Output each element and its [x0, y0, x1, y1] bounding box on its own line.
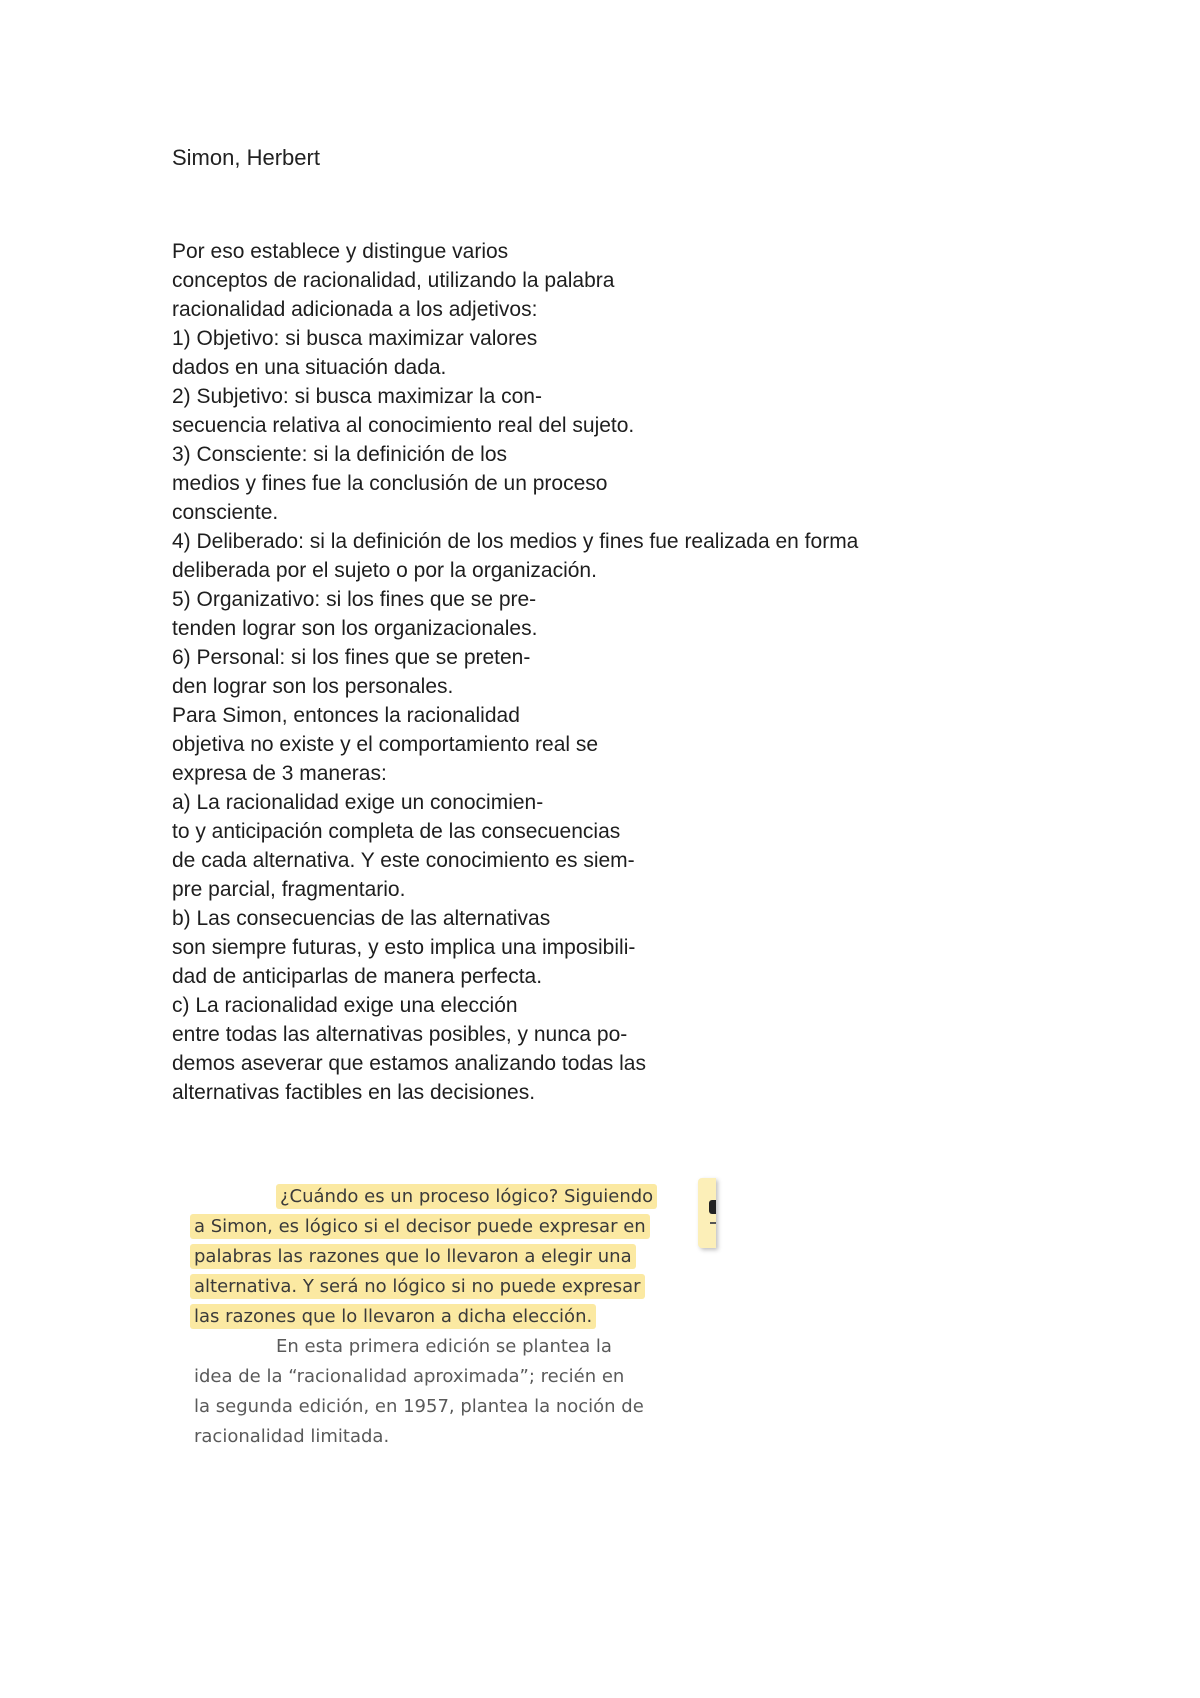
excerpt-line — [190, 1182, 710, 1212]
body-line: b) Las consecuencias de las alternativas — [172, 907, 551, 930]
excerpt-line — [190, 1392, 710, 1422]
excerpt-line — [190, 1302, 710, 1332]
highlighted-text: a Simon, es lógico si el decisor puede expresar en — [190, 1214, 650, 1239]
body-line: pre parcial, fragmentario. — [172, 878, 406, 901]
body-line: son siempre futuras, y esto implica una imposibili- — [172, 936, 636, 959]
body-line: consciente. — [172, 501, 279, 524]
body-line: de cada alternativa. Y este conocimiento es siem- — [172, 849, 635, 872]
body-line: tenden lograr son los organizacionales. — [172, 617, 538, 640]
note-dash — [710, 1222, 716, 1224]
body-text — [172, 237, 858, 1107]
body-line: entre todas las alternativas posibles, y nunca po- — [172, 1023, 628, 1046]
body-line: 6) Personal: si los fines que se preten- — [172, 646, 531, 669]
body-line: dad de anticiparlas de manera perfecta. — [172, 965, 543, 988]
body-line: Para Simon, entonces la racionalidad — [172, 704, 520, 727]
body-line: expresa de 3 maneras: — [172, 762, 387, 785]
highlighted-text: palabras las razones que lo llevaron a elegir una — [190, 1244, 636, 1269]
body-line: 4) Deliberado: si la definición de los medios y fines fue realizada en forma — [172, 530, 859, 553]
body-line: a) La racionalidad exige un conocimien- — [172, 791, 544, 814]
clipped-sticky-note — [698, 1178, 716, 1248]
excerpt-line — [190, 1362, 710, 1392]
excerpt-text: idea de la “racionalidad aproximada”; recién en — [194, 1366, 625, 1387]
note-glyph — [709, 1200, 716, 1214]
excerpt-text: En esta primera edición se plantea la — [276, 1336, 612, 1357]
body-line: 2) Subjetivo: si busca maximizar la con- — [172, 385, 542, 408]
body-line: to y anticipación completa de las consecuencias — [172, 820, 621, 843]
book-excerpt — [190, 1182, 710, 1452]
body-line: c) La racionalidad exige una elección — [172, 994, 518, 1017]
body-line: racionalidad adicionada a los adjetivos: — [172, 298, 538, 321]
body-line: 5) Organizativo: si los fines que se pre- — [172, 588, 537, 611]
body-line: 3) Consciente: si la definición de los — [172, 443, 508, 466]
highlighted-text: alternativa. Y será no lógico si no puede expresar — [190, 1274, 645, 1299]
highlighted-text: las razones que lo llevaron a dicha elección. — [190, 1304, 596, 1329]
body-line: dados en una situación dada. — [172, 356, 447, 379]
body-line: medios y fines fue la conclusión de un proceso — [172, 472, 608, 495]
author-name: Simon, Herbert — [172, 145, 320, 170]
excerpt-line — [190, 1212, 710, 1242]
excerpt-line — [190, 1332, 710, 1362]
body-line: 1) Objetivo: si busca maximizar valores — [172, 327, 538, 350]
excerpt-line — [190, 1422, 710, 1452]
body-line: demos aseverar que estamos analizando todas las — [172, 1052, 646, 1075]
excerpt-text: racionalidad limitada. — [194, 1426, 390, 1447]
body-line: objetiva no existe y el comportamiento real se — [172, 733, 599, 756]
body-line: secuencia relativa al conocimiento real del sujeto. — [172, 414, 635, 437]
excerpt-text: la segunda edición, en 1957, plantea la noción de — [194, 1396, 644, 1417]
excerpt-line — [190, 1272, 710, 1302]
body-line: den lograr son los personales. — [172, 675, 454, 698]
body-line: alternativas factibles en las decisiones. — [172, 1081, 536, 1104]
highlighted-text: ¿Cuándo es un proceso lógico? Siguiendo — [276, 1184, 657, 1209]
body-line: conceptos de racionalidad, utilizando la palabra — [172, 269, 615, 292]
body-line: deliberada por el sujeto o por la organización. — [172, 559, 597, 582]
excerpt-line — [190, 1242, 710, 1272]
body-line: Por eso establece y distingue varios — [172, 240, 509, 263]
